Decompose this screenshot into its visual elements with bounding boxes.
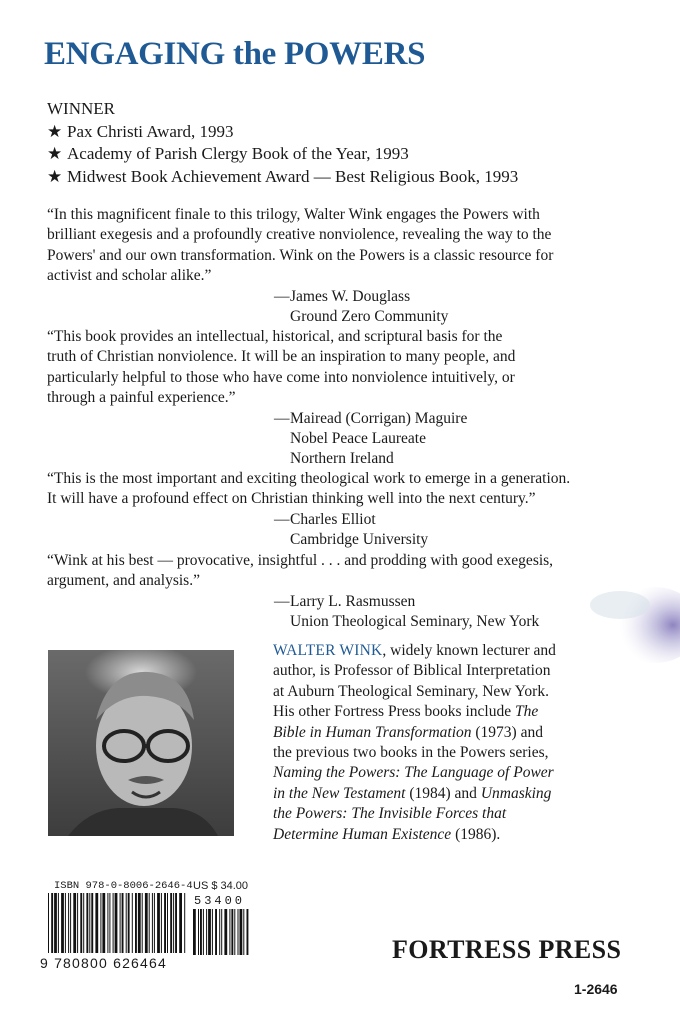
barcode-bar <box>80 893 82 953</box>
barcode-bar <box>184 893 185 953</box>
barcode-bar <box>128 893 130 953</box>
barcode-bar <box>215 909 217 955</box>
barcode-bar <box>224 909 227 955</box>
barcode-addon <box>192 909 250 955</box>
barcode-bar <box>142 893 143 953</box>
award-item: ★ Pax Christi Award, 1993 <box>47 121 518 144</box>
barcode-bar <box>61 893 64 953</box>
barcode-bar <box>120 893 121 953</box>
award-item: ★ Midwest Book Achievement Award — Best Religious Book, 1993 <box>47 166 518 189</box>
barcode-bar <box>247 909 249 955</box>
awards-list <box>47 98 518 188</box>
barcode-bar <box>95 893 98 953</box>
barcode-bar <box>243 909 244 955</box>
barcode-bar <box>154 893 155 953</box>
barcode-bar <box>145 893 148 953</box>
barcode-bar <box>200 909 202 955</box>
barcode-bar <box>126 893 127 953</box>
barcode-bar <box>91 893 93 953</box>
barcode-bar <box>149 893 150 953</box>
star-icon: ★ <box>47 166 63 186</box>
barcode-bar <box>203 909 204 955</box>
barcode-bar <box>240 909 243 955</box>
barcode-bar <box>179 893 182 953</box>
barcode-bar <box>58 893 59 953</box>
barcode-bar <box>107 893 108 953</box>
price-text: US $ 34.00 <box>193 880 249 892</box>
barcode-bar <box>164 893 166 953</box>
catalog-code: 1-2646 <box>574 981 618 997</box>
watercolor-smudge <box>560 570 680 680</box>
author-photo <box>48 650 234 836</box>
barcode-bar <box>48 893 49 953</box>
star-icon: ★ <box>47 144 63 163</box>
barcode-bar <box>175 893 177 953</box>
barcode-bar <box>135 893 137 953</box>
barcode-bar <box>86 893 88 953</box>
barcode-bar <box>73 893 76 953</box>
endorsement-quote: “This is the most important and exciting theological work to emerge in a generation. It will have a profound effect on Christian thinking well into the next century.” —Charles Elliot Cambridge University <box>47 470 571 549</box>
barcode-bar <box>212 909 213 955</box>
barcode-bar <box>51 893 53 953</box>
barcode-bar <box>102 893 105 953</box>
barcode-bar <box>89 893 90 953</box>
barcode-bar <box>208 909 211 955</box>
barcode-bar <box>167 893 168 953</box>
barcode-bar <box>54 893 57 953</box>
barcode-bar <box>161 893 162 953</box>
barcode-bar <box>70 893 71 953</box>
barcode-bar <box>138 893 141 953</box>
quote-attribution: —Larry L. Rasmussen <box>274 592 416 610</box>
barcode-addon-digits: 53400 <box>194 894 246 908</box>
book-title: ENGAGING the POWERS <box>44 36 426 72</box>
barcode-bar <box>206 909 207 955</box>
award-item: ★ Academy of Parish Clergy Book of the Year, 1993 <box>47 143 518 166</box>
barcode-bar <box>219 909 220 955</box>
barcode-bar <box>231 909 233 955</box>
awards-heading: WINNER <box>47 99 115 118</box>
barcode-main <box>47 893 187 953</box>
barcode-bar <box>198 909 199 955</box>
barcode-bar <box>157 893 160 953</box>
endorsement-quote: “This book provides an intellectual, historical, and scriptural basis for the truth of Christian nonviolence. It will be an inspiration to many people, and particularly helpful to those who have come into nonviolence intuitively, or through a painful experience.” —Mairead (Corrigan) Maguire Nobel Peace Laureate Northern Ireland <box>47 328 516 468</box>
star-icon: ★ <box>47 121 63 141</box>
barcode-bar <box>68 893 69 953</box>
endorsement-quote: “In this magnificent finale to this trilogy, Walter Wink engages the Powers with brilliant exegesis and a profoundly creative nonviolence, revealing the way to the Powers' and our own transformation. Wink on the Powers is a classic resource for activist and scholar alike.” —James W. Douglass Ground Zero Community <box>47 206 554 326</box>
barcode-bar <box>221 909 222 955</box>
barcode-bar <box>100 893 101 953</box>
barcode-bar <box>122 893 124 953</box>
author-bio: WALTER WINK, widely known lecturer and author, is Professor of Biblical Interpretation at Auburn Theological Seminary, New York. His other Fortress Press books include The Bible in Human Transformation (1973) and the previous two books in the Powers series, Naming the Powers: The Language of Power in the New Testament (1984) and Unmasking the Powers: The Invisible Forces that Determine Human Existence (1986). <box>273 642 556 843</box>
barcode-bar <box>132 893 133 953</box>
barcode-bar <box>238 909 239 955</box>
barcode-bar <box>113 893 114 953</box>
barcode-bar <box>77 893 78 953</box>
quote-attribution: —Mairead (Corrigan) Maguire <box>274 409 468 427</box>
publisher-name: FORTRESS PRESS <box>392 935 622 964</box>
barcode-bar <box>65 893 66 953</box>
endorsement-quote: “Wink at his best — provocative, insightful . . . and prodding with good exegesis, argument, and analysis.” —Larry L. Rasmussen Union Theological Seminary, New York <box>47 552 554 631</box>
author-name: WALTER WINK <box>273 642 383 659</box>
isbn-text: ISBN 978-0-8006-2646-4 <box>54 880 193 892</box>
barcode-bar <box>109 893 110 953</box>
barcode-digits: 9 780800 626464 <box>40 955 167 971</box>
barcode-bar <box>170 893 172 953</box>
barcode-bar <box>83 893 84 953</box>
barcode-bar <box>229 909 230 955</box>
barcode-bar <box>115 893 118 953</box>
barcode-bar <box>152 893 153 953</box>
quote-attribution: —James W. Douglass <box>274 287 411 305</box>
quote-attribution: —Charles Elliot <box>274 510 376 528</box>
barcode-bar <box>173 893 174 953</box>
barcode-bar <box>234 909 235 955</box>
barcode-bar <box>193 909 196 955</box>
